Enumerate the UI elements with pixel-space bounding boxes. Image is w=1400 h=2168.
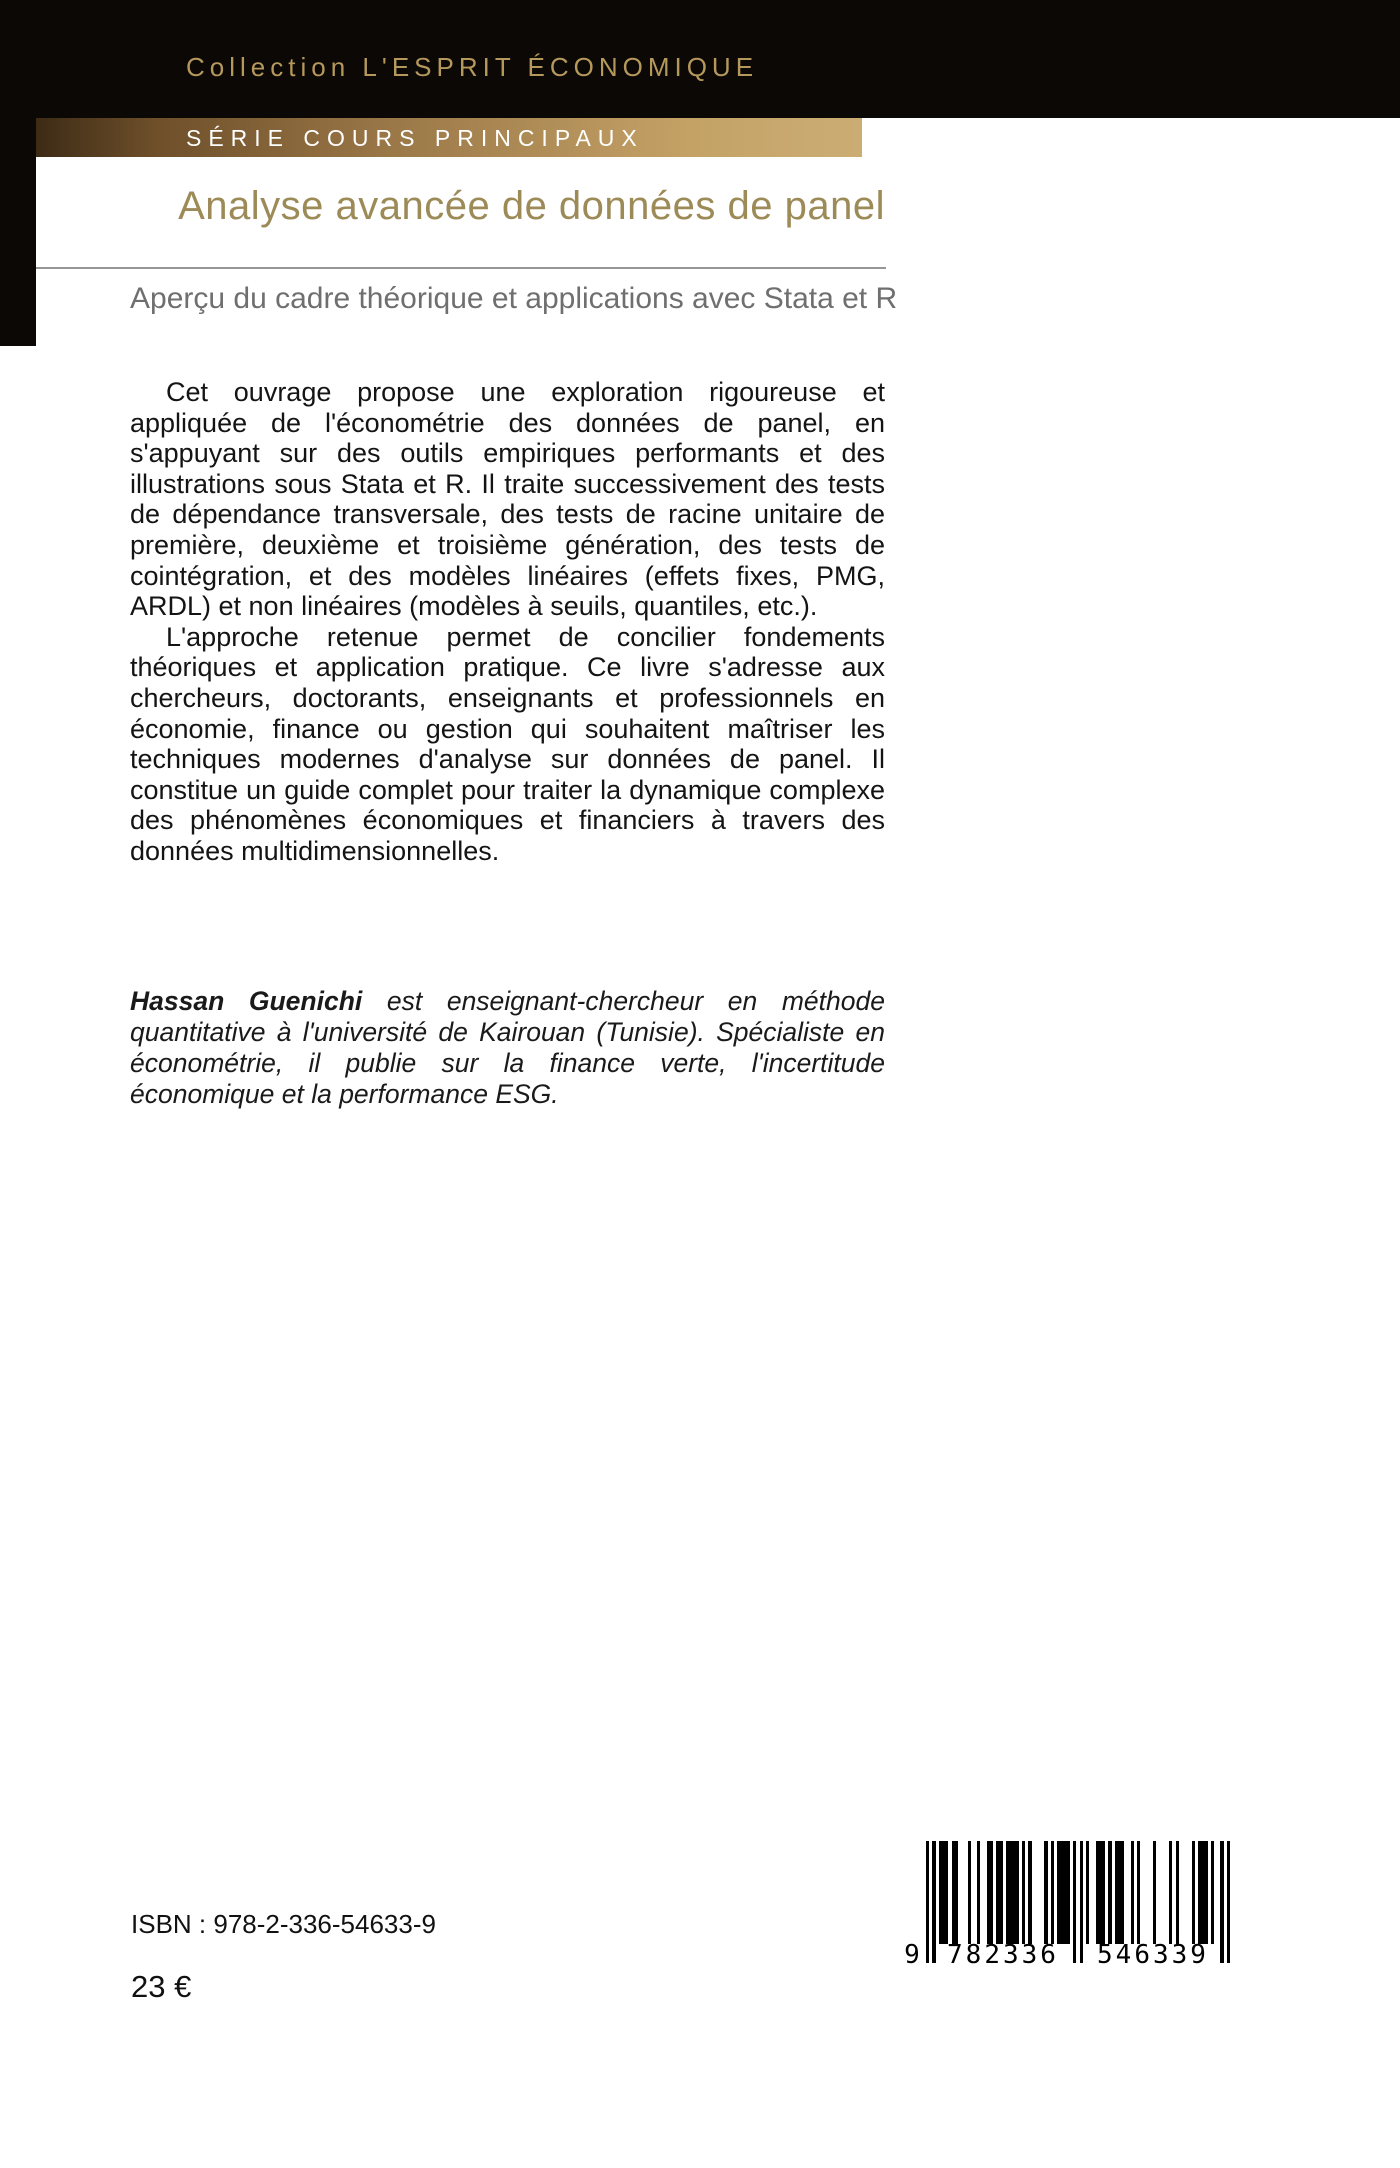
- barcode-digits-right-group: 546339: [1097, 1940, 1209, 1970]
- book-subtitle: Aperçu du cadre théorique et applications avec Stata et R: [130, 282, 898, 315]
- author-name: Hassan Guenichi: [130, 986, 363, 1016]
- series-gold-band: [0, 118, 862, 157]
- price-text: 23 €: [131, 1969, 192, 2004]
- ean13-barcode: [900, 1841, 1232, 1971]
- barcode-digits-left-group: 782336: [947, 1940, 1059, 1970]
- title-divider-rule: [0, 267, 886, 269]
- left-black-strip: [0, 0, 36, 346]
- collection-name: Collection L'ESPRIT ÉCONOMIQUE: [186, 52, 759, 82]
- isbn-text: ISBN : 978-2-336-54633-9: [131, 1909, 436, 1939]
- series-name: SÉRIE COURS PRINCIPAUX: [186, 125, 644, 151]
- barcode-digit-first: 9: [904, 1940, 920, 1970]
- author-bio: [130, 986, 885, 1110]
- book-title: Analyse avancée de données de panel: [178, 184, 885, 228]
- synopsis-paragraph-2: L'approche retenue permet de concilier fondements théoriques et application pratique. Ce livre s'adresse aux chercheurs, doctorants, enseignants et professionnels en économie, finance ou gestion qui souhaitent maîtriser les techniques modernes d'analyse sur données de panel. Il constitue un guide complet pour traiter la dynamique complexe des phénomènes économiques et financiers à travers des données multidimensionnelles.: [130, 621, 885, 866]
- synopsis: [130, 377, 885, 867]
- synopsis-paragraph-1: Cet ouvrage propose une exploration rigoureuse et appliquée de l'économétrie des données de panel, en s'appuyant sur des outils empiriques performants et des illustrations sous Stata et R. Il traite successivement des tests de dépendance transversale, des tests de racine unitaire de première, deuxième et troisième génération, des tests de cointégration, et des modèles linéaires (effets fixes, PMG, ARDL) et non linéaires (modèles à seuils, quantiles, etc.).: [130, 377, 885, 622]
- top-black-band: [0, 0, 1400, 118]
- author-bio-text: est enseignant-chercheur en méthode quantitative à l'université de Kairouan (Tunisie). Spécialiste en économétrie, il publie sur la finance verte, l'incertitude économique et la performance ESG.: [130, 986, 885, 1109]
